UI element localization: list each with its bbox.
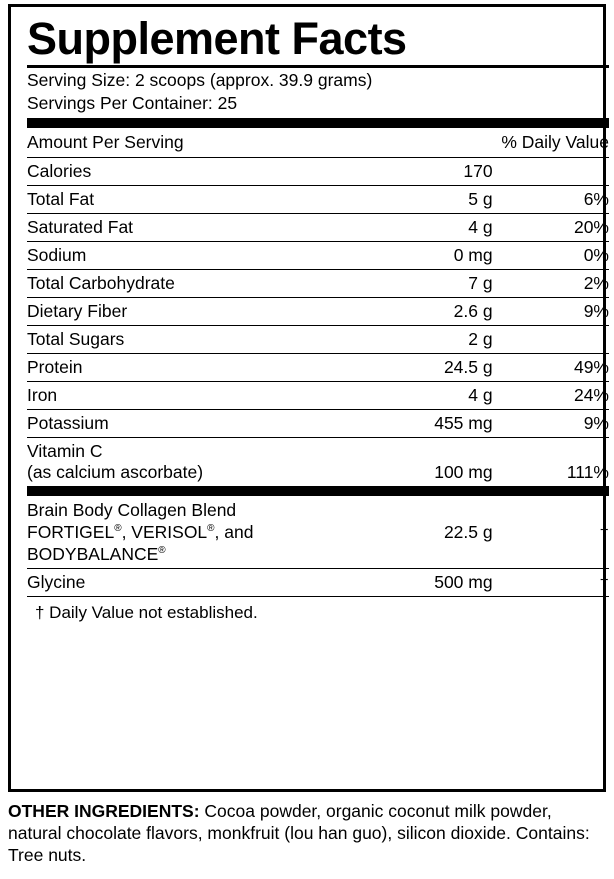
nutrient-amount: 0 mg bbox=[353, 242, 493, 270]
table-row bbox=[27, 354, 609, 382]
nutrient-amount: 5 g bbox=[353, 186, 493, 214]
nutrient-name bbox=[27, 438, 353, 487]
nutrient-table bbox=[27, 158, 609, 487]
registered-mark-icon: ® bbox=[114, 523, 122, 535]
blend-title: Brain Body Collagen Blend bbox=[27, 500, 237, 520]
nutrient-name: Calories bbox=[27, 158, 353, 186]
table-row bbox=[27, 298, 609, 326]
blend-table bbox=[27, 496, 609, 597]
table-header-daily-value: % Daily Value bbox=[501, 132, 609, 152]
nutrient-dv: 24% bbox=[493, 382, 609, 410]
nutrient-name: Total Fat bbox=[27, 186, 353, 214]
registered-mark-icon: ® bbox=[158, 545, 166, 557]
nutrient-amount: 2 g bbox=[353, 326, 493, 354]
nutrient-dv: 49% bbox=[493, 354, 609, 382]
nutrient-dv bbox=[493, 158, 609, 186]
label-frame bbox=[8, 4, 609, 792]
nutrient-dv: 9% bbox=[493, 298, 609, 326]
nutrient-amount: 7 g bbox=[353, 270, 493, 298]
table-row bbox=[27, 242, 609, 270]
nutrient-name: Sodium bbox=[27, 242, 353, 270]
divider-thick-top bbox=[27, 118, 609, 128]
nutrient-amount: 2.6 g bbox=[353, 298, 493, 326]
table-row-vitamin-c bbox=[27, 438, 609, 487]
nutrient-amount: 4 g bbox=[353, 214, 493, 242]
nutrient-dv: 20% bbox=[493, 214, 609, 242]
vitamin-c-source: (as calcium ascorbate) bbox=[27, 462, 204, 482]
nutrient-name: Total Sugars bbox=[27, 326, 353, 354]
table-header-amount: Amount Per Serving bbox=[27, 132, 184, 152]
nutrient-amount: 24.5 g bbox=[353, 354, 493, 382]
nutrient-dv: 2% bbox=[493, 270, 609, 298]
servings-per-container: Servings Per Container: 25 bbox=[27, 93, 238, 113]
table-row bbox=[27, 158, 609, 186]
nutrient-name: Dietary Fiber bbox=[27, 298, 353, 326]
divider-thick-blend bbox=[27, 487, 609, 496]
blend-dv: † bbox=[493, 496, 609, 569]
label-inner bbox=[27, 15, 609, 628]
nutrient-dv: 111% bbox=[493, 438, 609, 487]
serving-size: Serving Size: 2 scoops (approx. 39.9 grams) bbox=[27, 70, 373, 90]
vitamin-c-name: Vitamin C bbox=[27, 441, 103, 461]
table-row bbox=[27, 410, 609, 438]
fortigel-label: FORTIGEL bbox=[27, 522, 115, 542]
nutrient-dv: 6% bbox=[493, 186, 609, 214]
nutrient-dv: † bbox=[493, 569, 609, 597]
nutrient-name: Protein bbox=[27, 354, 353, 382]
registered-mark-icon: ® bbox=[207, 523, 215, 535]
table-row bbox=[27, 186, 609, 214]
nutrient-amount: 4 g bbox=[353, 382, 493, 410]
blend-amount: 22.5 g bbox=[353, 496, 493, 569]
table-row-blend bbox=[27, 496, 609, 569]
table-row bbox=[27, 270, 609, 298]
nutrient-amount: 100 mg bbox=[353, 438, 493, 487]
table-row bbox=[27, 326, 609, 354]
nutrient-dv: 0% bbox=[493, 242, 609, 270]
page-title: Supplement Facts bbox=[27, 13, 407, 64]
nutrient-name: Potassium bbox=[27, 410, 353, 438]
blend-name bbox=[27, 496, 353, 569]
table-row-glycine bbox=[27, 569, 609, 597]
nutrient-name: Saturated Fat bbox=[27, 214, 353, 242]
other-ingredients-heading: OTHER INGREDIENTS: bbox=[8, 801, 200, 821]
bodybalance-label: BODYBALANCE bbox=[27, 544, 159, 564]
blend-conjunction: , and bbox=[214, 522, 254, 542]
nutrient-name: Iron bbox=[27, 382, 353, 410]
nutrient-dv bbox=[493, 326, 609, 354]
nutrient-amount: 170 bbox=[353, 158, 493, 186]
table-header bbox=[27, 128, 609, 158]
bodybalance-line bbox=[27, 543, 353, 565]
verisol-label: , VERISOL bbox=[121, 522, 208, 542]
table-row bbox=[27, 382, 609, 410]
nutrient-name: Total Carbohydrate bbox=[27, 270, 353, 298]
nutrient-dv: 9% bbox=[493, 410, 609, 438]
footnote-daily-value: † Daily Value not established. bbox=[35, 603, 258, 622]
nutrient-amount: 455 mg bbox=[353, 410, 493, 438]
nutrient-amount: 500 mg bbox=[353, 569, 493, 597]
table-row bbox=[27, 214, 609, 242]
other-ingredients bbox=[8, 800, 606, 866]
other-ingredients-text: Cocoa powder, organic coconut milk powder, natural chocolate flavors, monkfruit (lou han guo), silicon dioxide. Contains: Tree nuts. bbox=[8, 801, 590, 865]
nutrient-name: Glycine bbox=[27, 569, 353, 597]
blend-ingredients-line bbox=[27, 521, 353, 543]
